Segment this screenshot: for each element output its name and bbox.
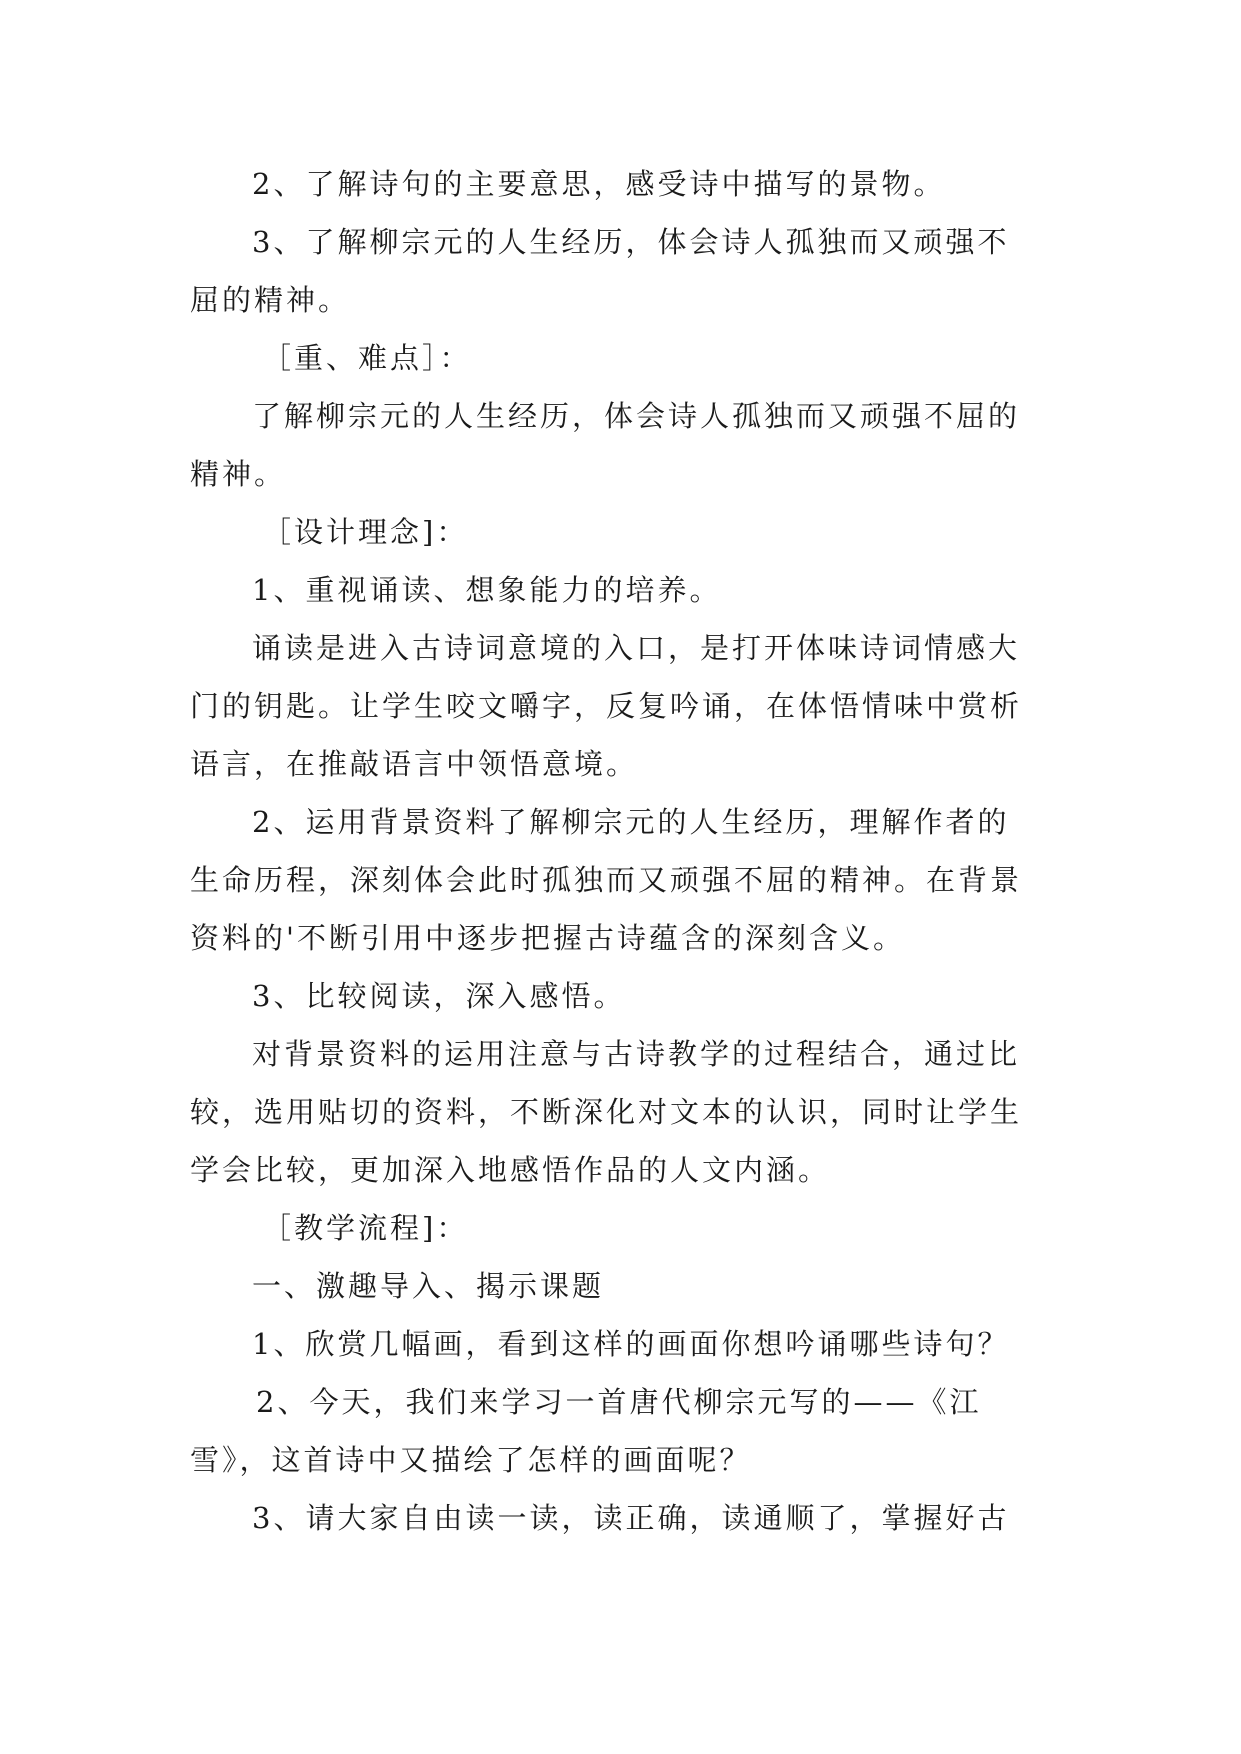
paragraph-line: 对背景资料的运用注意与古诗教学的过程结合，通过比 (252, 1037, 1021, 1071)
paragraph-line: 一、激趣导入、揭示课题 (252, 1269, 605, 1303)
paragraph-line: 门的钥匙。让学生咬文嚼字，反复吟诵，在体悟情味中赏析 (190, 689, 1023, 723)
paragraph-line: 3、了解柳宗元的人生经历，体会诗人孤独而又顽强不 (252, 225, 1010, 259)
section-heading: ［教学流程]： (262, 1211, 469, 1245)
paragraph-line: 诵读是进入古诗词意境的入口，是打开体味诗词情感大 (252, 631, 1021, 665)
section-heading: ［设计理念]： (262, 515, 469, 549)
paragraph-line: 学会比较，更加深入地感悟作品的人文内涵。 (190, 1153, 831, 1187)
paragraph-line: 资料的'不断引用中逐步把握古诗蕴含的深刻含义。 (190, 921, 905, 955)
paragraph-line: 2、今天，我们来学习一首唐代柳宗元写的——《江 (256, 1385, 982, 1419)
paragraph-line: 较，选用贴切的资料，不断深化对文本的认识，同时让学生 (190, 1095, 1023, 1129)
paragraph-line: 精神。 (190, 457, 287, 491)
paragraph-line: 1、欣赏几幅画，看到这样的画面你想吟诵哪些诗句？ (252, 1327, 1010, 1361)
paragraph-line: 3、比较阅读，深入感悟。 (252, 979, 626, 1013)
paragraph-line: 了解柳宗元的人生经历，体会诗人孤独而又顽强不屈的 (252, 399, 1021, 433)
paragraph-line: 3、请大家自由读一读，读正确，读通顺了，掌握好古 (252, 1501, 1010, 1535)
section-heading: ［重、难点］： (262, 341, 472, 375)
paragraph-line: 生命历程，深刻体会此时孤独而又顽强不屈的精神。在背景 (190, 863, 1023, 897)
paragraph-line: 雪》，这首诗中又描绘了怎样的画面呢？ (190, 1443, 752, 1477)
paragraph-line: 1、重视诵读、想象能力的培养。 (252, 573, 722, 607)
paragraph-line: 语言，在推敲语言中领悟意境。 (190, 747, 639, 781)
paragraph-line: 屈的精神。 (190, 283, 351, 317)
paragraph-line: 2、了解诗句的主要意思，感受诗中描写的景物。 (252, 167, 946, 201)
paragraph-line: 2、运用背景资料了解柳宗元的人生经历，理解作者的 (252, 805, 1010, 839)
document-body (190, 155, 1050, 1547)
